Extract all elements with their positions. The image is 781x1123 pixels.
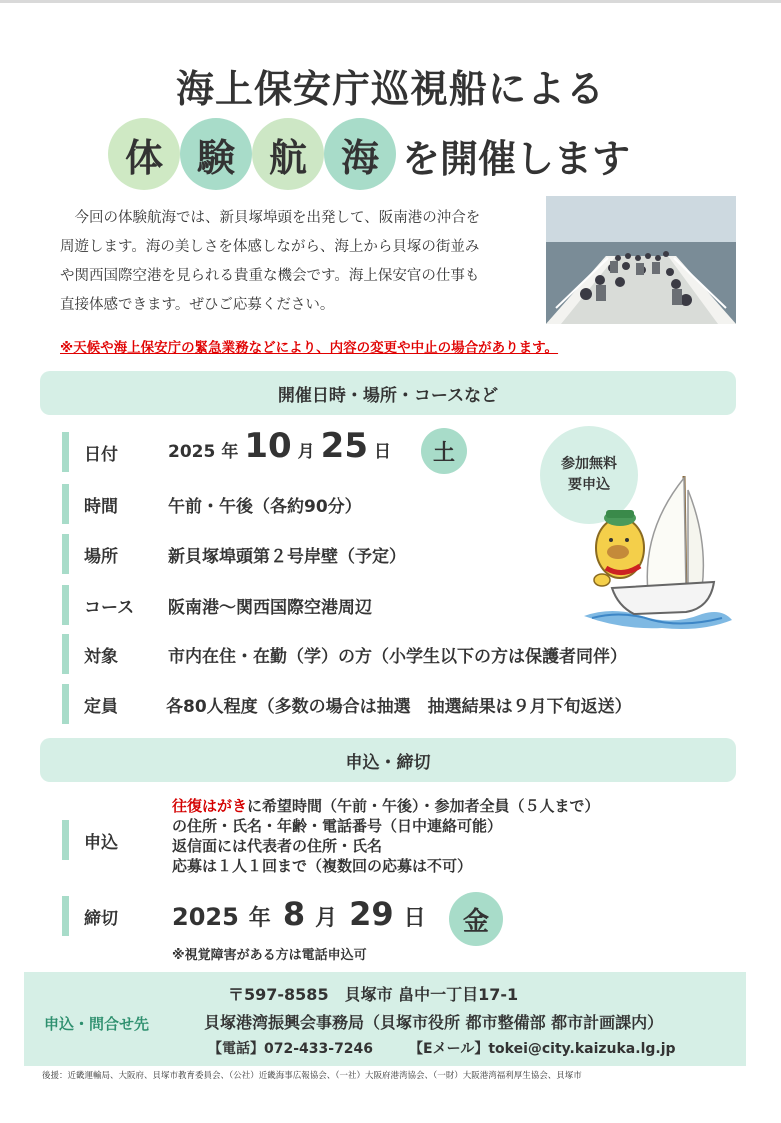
row-target xyxy=(62,632,742,676)
row-value: 新貝塚埠頭第２号岸壁（予定） xyxy=(168,547,406,567)
badge-line-2: 要申込 xyxy=(568,477,610,493)
row-bar xyxy=(62,634,69,674)
row-label: 日付 xyxy=(84,445,118,465)
apply-method: 往復はがき xyxy=(172,797,248,815)
row-label: 対象 xyxy=(84,647,118,667)
contact-address: 〒597-8585 貝塚市 畠中一丁目17-1 xyxy=(228,985,519,1004)
apply-instructions xyxy=(172,796,600,876)
row-bar xyxy=(62,820,69,860)
date-year: 2025 xyxy=(168,442,216,462)
row-capacity xyxy=(62,682,742,726)
apply-line-1-rest: に希望時間（午前・午後）・参加者全員（５人まで） xyxy=(247,797,600,815)
deadline-date xyxy=(172,895,438,933)
weekday-badge: 土 xyxy=(421,428,467,474)
contact-box xyxy=(24,972,746,1066)
title-circle-2: 験 xyxy=(180,118,252,190)
row-label: 定員 xyxy=(84,697,118,717)
contact-email[interactable]: 【Eメール】tokei@city.kaizuka.lg.jp xyxy=(409,1041,676,1057)
apply-line xyxy=(172,796,600,816)
row-label: 場所 xyxy=(84,547,118,567)
deadline-month: 8 xyxy=(282,895,306,933)
row-label: 時間 xyxy=(84,497,118,517)
row-place xyxy=(62,532,742,576)
row-value: 阪南港〜関西国際空港周辺 xyxy=(168,598,372,618)
contact-phone: 【電話】072-433-7246 xyxy=(208,1041,374,1057)
title-circle-3: 航 xyxy=(252,118,324,190)
deadline-day-unit: 日 xyxy=(403,906,426,931)
title-line-1: 海上保安庁巡視船による xyxy=(175,67,605,111)
row-label: コース xyxy=(84,598,135,618)
title-line-2 xyxy=(0,118,781,190)
deadline-year-unit: 年 xyxy=(248,906,271,931)
intro-line: 今回の体験航海では、新貝塚埠頭を出発して、阪南港の沖合を xyxy=(74,210,481,226)
intro-line: や関西国際空港を見られる貴重な機会です。海上保安官の仕事も xyxy=(60,268,480,284)
row-course xyxy=(62,583,742,627)
date-month: 10 xyxy=(244,426,292,466)
title-line-2-rest: を開催します xyxy=(402,137,631,181)
row-label: 締切 xyxy=(84,909,118,929)
top-divider xyxy=(0,0,781,3)
apply-line: の住所・氏名・年齢・電話番号（日中連絡可能） xyxy=(172,817,503,835)
apply-line: 返信面には代表者の住所・氏名 xyxy=(172,837,383,855)
intro-line: 周遊します。海の美しさを体感しながら、海上から貝塚の街並み xyxy=(60,239,480,255)
apply-line: 応募は１人１回まで（複数回の応募は不可） xyxy=(172,857,473,875)
row-label: 申込 xyxy=(84,833,118,853)
row-value: 市内在住・在勤（学）の方（小学生以下の方は保護者同伴） xyxy=(168,647,627,667)
section-header-details: 開催日時・場所・コースなど xyxy=(40,371,736,415)
date-year-unit: 年 xyxy=(221,442,239,462)
title-circle-1: 体 xyxy=(108,118,180,190)
warning-note: ※天候や海上保安庁の緊急業務などにより、内容の変更や中止の場合があります。 xyxy=(60,340,559,356)
accessibility-note: ※視覚障害がある方は電話申込可 xyxy=(172,948,367,963)
deadline-day: 29 xyxy=(349,895,394,933)
contact-organization: 貝塚港湾振興会事務局（貝塚市役所 都市整備部 都市計画課内） xyxy=(204,1013,664,1032)
row-bar xyxy=(62,585,69,625)
title-circle-4: 海 xyxy=(324,118,396,190)
row-date xyxy=(62,430,742,474)
contact-label: 申込・問合せ先 xyxy=(44,1015,150,1033)
badge-line-1: 参加無料 xyxy=(561,456,617,472)
date-day: 25 xyxy=(320,426,368,466)
contact-info xyxy=(208,1038,676,1058)
row-bar xyxy=(62,432,69,472)
row-value: 午前・午後（各約90分） xyxy=(168,497,362,517)
sponsors-line: 後援：近畿運輸局、大阪府、貝塚市教育委員会、（公社）近畿海事広報協会、（一社）大阪府港湾協会、（一財）大阪港湾福利厚生協会、貝塚市 xyxy=(42,1071,582,1081)
row-bar xyxy=(62,896,69,936)
ship-deck-photo xyxy=(546,196,736,324)
section-header-application: 申込・締切 xyxy=(40,738,736,782)
row-bar xyxy=(62,484,69,524)
deadline-year: 2025 xyxy=(172,903,239,931)
deadline-weekday-badge: 金 xyxy=(449,892,503,946)
row-bar xyxy=(62,534,69,574)
event-date xyxy=(168,426,397,476)
deadline-month-unit: 月 xyxy=(315,906,338,931)
intro-paragraph xyxy=(60,204,536,320)
date-month-unit: 月 xyxy=(297,442,315,462)
row-bar xyxy=(62,684,69,724)
date-day-unit: 日 xyxy=(373,442,391,462)
row-value: 各80人程度（多数の場合は抽選 抽選結果は９月下旬返送） xyxy=(166,697,632,717)
intro-line: 直接体感できます。ぜひご応募ください。 xyxy=(60,297,335,313)
row-time xyxy=(62,482,742,526)
